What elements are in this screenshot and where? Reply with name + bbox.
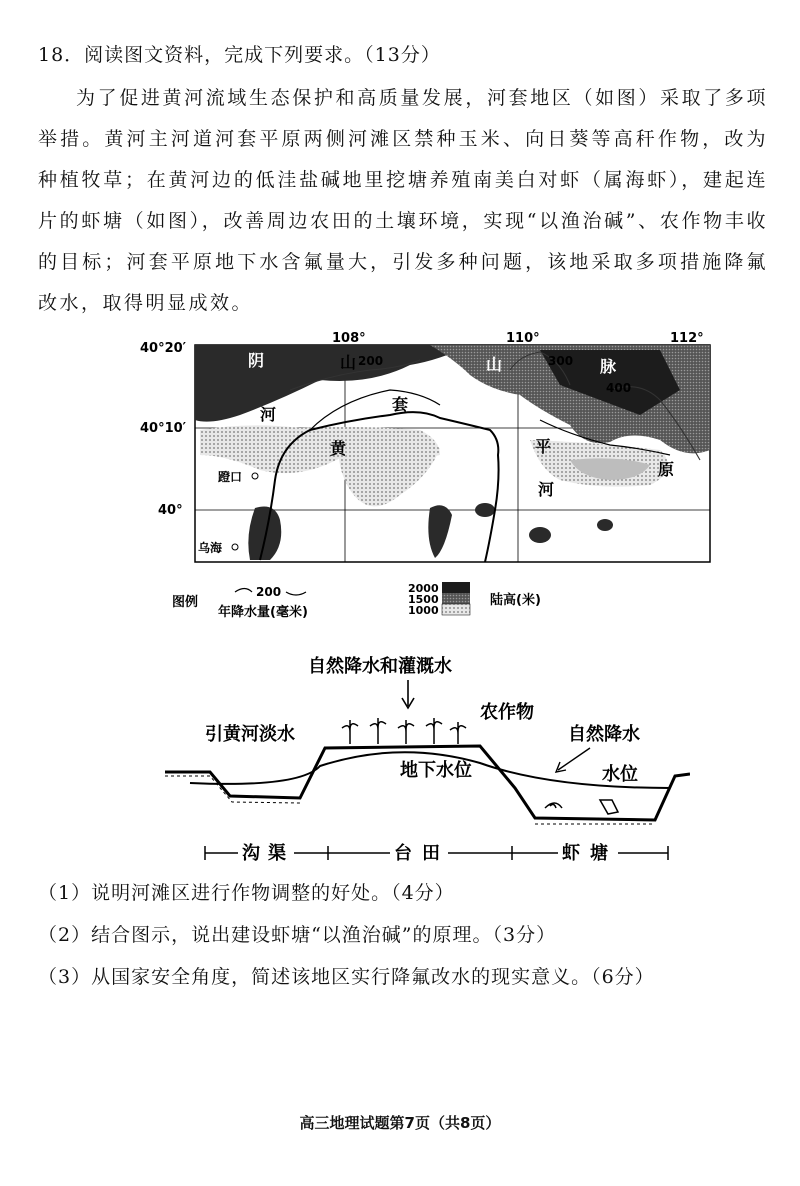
wuhai-marker (232, 544, 238, 550)
arrow-rain (558, 748, 590, 770)
shrimp-icon-2 (600, 800, 618, 814)
label-he-east: 河 (538, 480, 555, 499)
lake-a (475, 503, 495, 517)
lon-label-2: 110° (506, 331, 540, 346)
lake-b (529, 527, 551, 543)
label-water-level: 水位 (602, 764, 638, 785)
lake-c (597, 519, 613, 531)
hetao-map-figure (140, 330, 720, 630)
label-crop: 农作物 (480, 702, 534, 723)
question-title: 18．阅读图文资料，完成下列要求。（13分） (38, 44, 441, 66)
label-right-rain: 自然降水 (568, 724, 640, 745)
hetao-map (140, 330, 720, 630)
lat-label-3: 40° (158, 503, 183, 518)
legend-title: 图例 (172, 595, 199, 610)
label-tao: 套 (392, 395, 409, 414)
label-mai: 脉 (600, 357, 617, 376)
label-yuan: 原 (658, 460, 675, 479)
legend-elev-1500: 1500 (408, 593, 439, 606)
label-dengkou: 蹬口 (218, 470, 243, 484)
map-legend (172, 582, 541, 620)
section-terrace: 台田 (394, 843, 450, 864)
label-wuhai: 乌海 (198, 541, 223, 555)
label-shan-east: 山 (486, 355, 503, 374)
lon-label-3: 112° (670, 331, 704, 346)
question-paragraph: 为了促进黄河流域生态保护和高质量发展，河套地区（如图）采取了多项举措。黄河主河道河套平原两侧河滩区禁种玉米、向日葵等高秆作物，改为种植牧草；在黄河边的低洼盐碱地里挖塘养殖南美白对虾（属海虾），建起连片的虾塘（如图），改善周边农田的土壤环境，实现“以渔治碱”、农作物丰收的目标；河套平原地下水含氟量大，引发多种问题，该地采取多项措施降氟改水，取得明显成效。 (38, 87, 768, 314)
subquestion-2: （2）结合图示，说出建设虾塘“以渔治碱”的原理。（3分） (38, 924, 557, 946)
legend-isohyet-label: 年降水量(毫米) (218, 605, 308, 620)
label-left: 引黄河淡水 (205, 724, 295, 745)
shrimp-pond-diagram-figure (150, 648, 690, 873)
crops (342, 718, 466, 744)
label-shan: 山 (340, 353, 357, 372)
shrimp-pond-diagram (150, 648, 690, 873)
label-groundwater: 地下水位 (400, 760, 472, 781)
section-bar (205, 841, 668, 864)
lat-label-1: 40°20′ (140, 341, 187, 356)
legend-elev-1000: 1000 (408, 604, 439, 617)
shrimp-icon (545, 803, 562, 808)
legend-isohyet-sample: 200 (256, 585, 282, 599)
section-pond: 虾塘 (562, 843, 618, 864)
label-he: 河 (260, 405, 277, 424)
lat-label-2: 40°10′ (140, 421, 187, 436)
subquestion-3: （3）从国家安全角度，简述该地区实行降氟改水的现实意义。（6分） (38, 966, 655, 988)
lon-label-1: 108° (332, 331, 366, 346)
section-ditch: 沟渠 (242, 843, 294, 864)
isohyet-200: 200 (358, 354, 384, 368)
isohyet-400: 400 (606, 381, 632, 395)
subquestion-1: （1）说明河滩区进行作物调整的好处。（4分） (38, 882, 455, 904)
label-huang: 黄 (330, 439, 347, 458)
label-ping: 平 (535, 437, 552, 456)
isohyet-300: 300 (548, 354, 574, 368)
legend-elev-label: 陆高(米) (490, 593, 541, 608)
label-top: 自然降水和灌溉水 (308, 656, 452, 677)
dengkou-marker (252, 473, 258, 479)
legend-elev-2000: 2000 (408, 582, 439, 595)
page-footer: 高三地理试题第7页（共8页） (299, 1114, 501, 1132)
label-yin: 阴 (248, 351, 265, 370)
